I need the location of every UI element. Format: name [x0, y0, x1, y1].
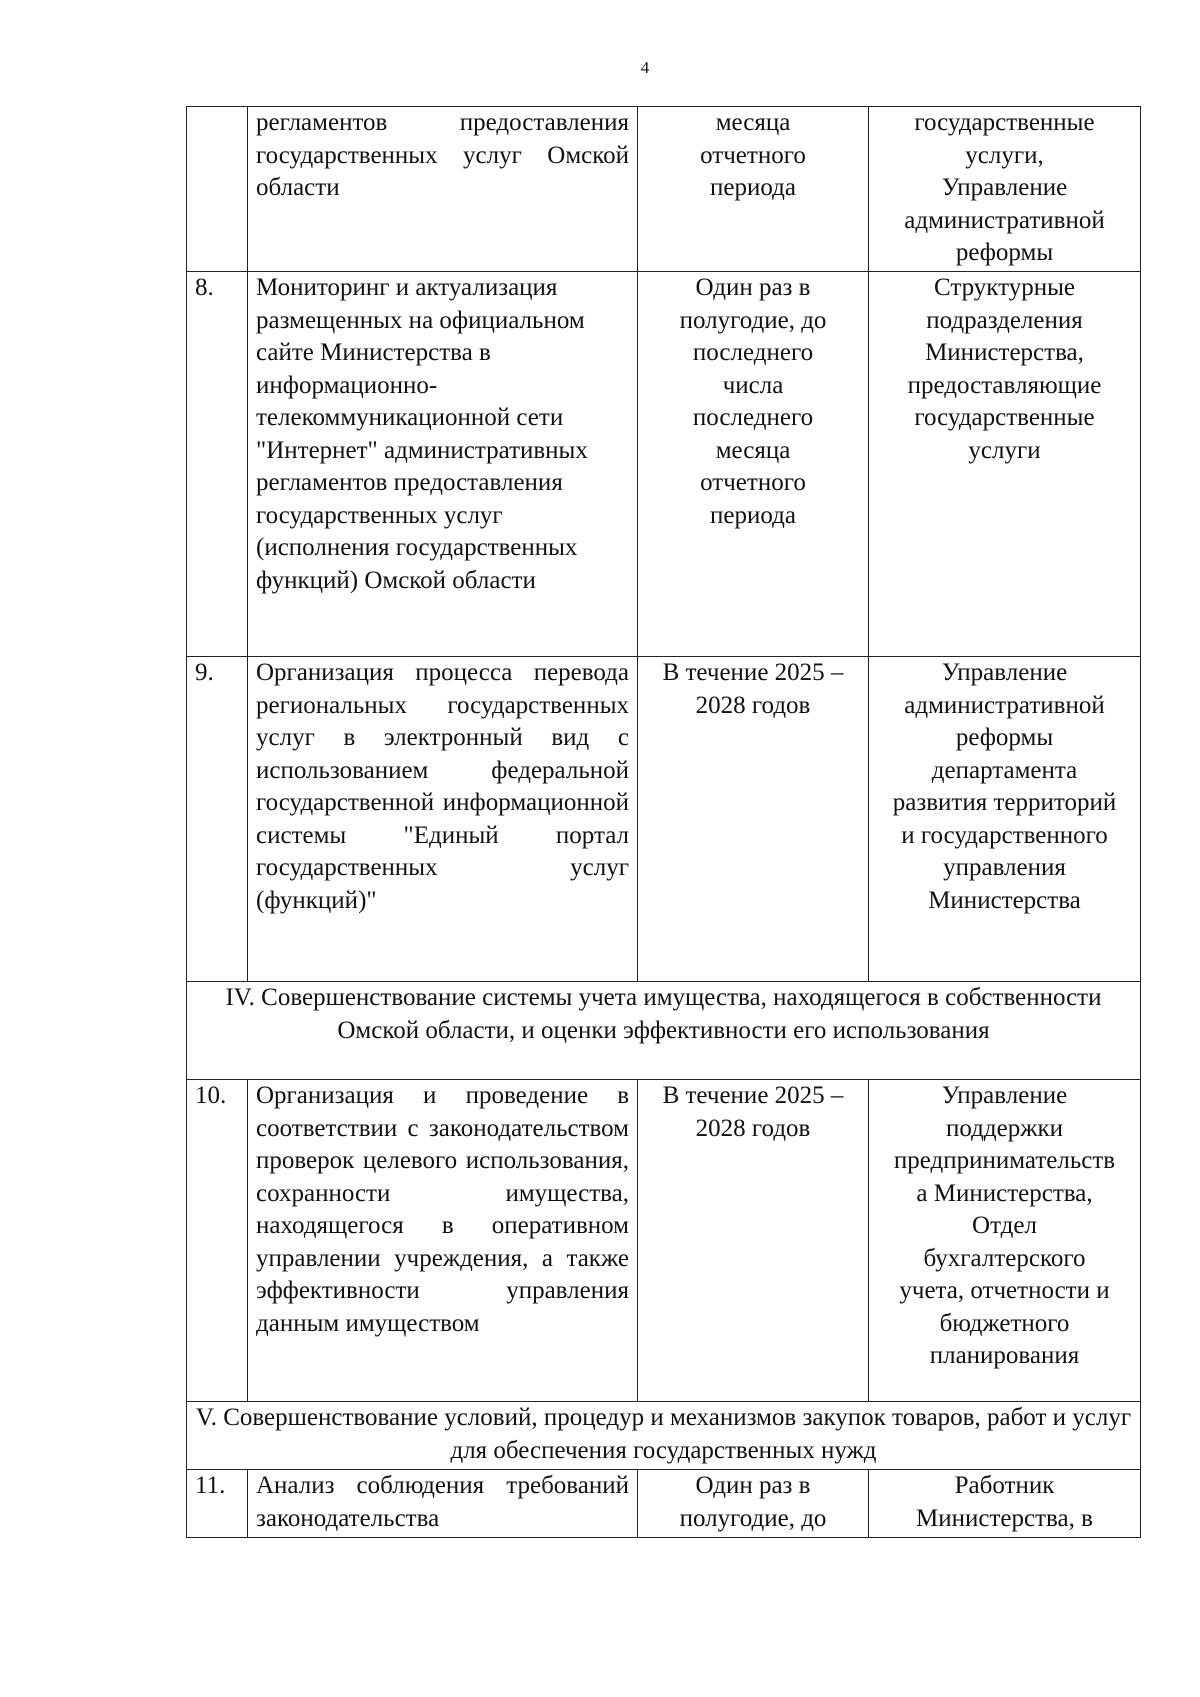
execution-term: месяца отчетного периода [638, 107, 869, 272]
execution-term: В течение 2025 – 2028 годов [638, 657, 869, 982]
section-header-row [187, 982, 1141, 1080]
execution-term: Один раз в полугодие, до [638, 1470, 869, 1538]
table-row [187, 107, 1141, 272]
measure-description: Анализ соблюдения требований законодательства [248, 1470, 638, 1538]
execution-term: Один раз в полугодие, до последнего числа последнего месяца отчетного периода [638, 272, 869, 657]
row-number: 11. [187, 1470, 248, 1538]
section-header-row [187, 1402, 1141, 1470]
responsible-executor: Управление административной реформы департамента развития территорий и государственного управления Министерства [869, 657, 1141, 982]
row-number: 10. [187, 1080, 248, 1402]
row-number: 8. [187, 272, 248, 657]
measure-description: регламентов предоставления государственных услуг Омской области [248, 107, 638, 272]
measure-description: Организация и проведение в соответствии с законодательством проверок целевого использования, сохранности имущества, находящегося в оперативном управлении учреждения, а также эффективности управления данным имуществом [248, 1080, 638, 1402]
responsible-executor: государственные услуги, Управление административной реформы [869, 107, 1141, 272]
section-title: IV. Совершенствование системы учета имущества, находящегося в собственности Омской области, и оценки эффективности его использования [187, 982, 1141, 1080]
table-row [187, 1080, 1141, 1402]
row-number: 9. [187, 657, 248, 982]
measure-description: Организация процесса перевода региональных государственных услуг в электронный вид с использованием федеральной государственной информационной системы "Единый портал государственных услуг (функций)" [248, 657, 638, 982]
table-row [187, 1470, 1141, 1538]
row-number [187, 107, 248, 272]
section-title: V. Совершенствование условий, процедур и механизмов закупок товаров, работ и услуг для обеспечения государственных нужд [187, 1402, 1141, 1470]
table-row [187, 272, 1141, 657]
execution-term: В течение 2025 – 2028 годов [638, 1080, 869, 1402]
responsible-executor: Работник Министерства, в [869, 1470, 1141, 1538]
responsible-executor: Структурные подразделения Министерства, предоставляющие государственные услуги [869, 272, 1141, 657]
responsible-executor: Управление поддержки предпринимательств а Министерства, Отдел бухгалтерского учета, отчетности и бюджетного планирования [869, 1080, 1141, 1402]
table-row [187, 657, 1141, 982]
plan-table [186, 106, 1141, 1538]
page-number: 4 [640, 58, 650, 77]
measure-description: Мониторинг и актуализация размещенных на официальном сайте Министерства в информационно-телекоммуникационной сети "Интернет" административных регламентов предоставления государственных услуг (исполнения государственных функций) Омской области [248, 272, 638, 657]
